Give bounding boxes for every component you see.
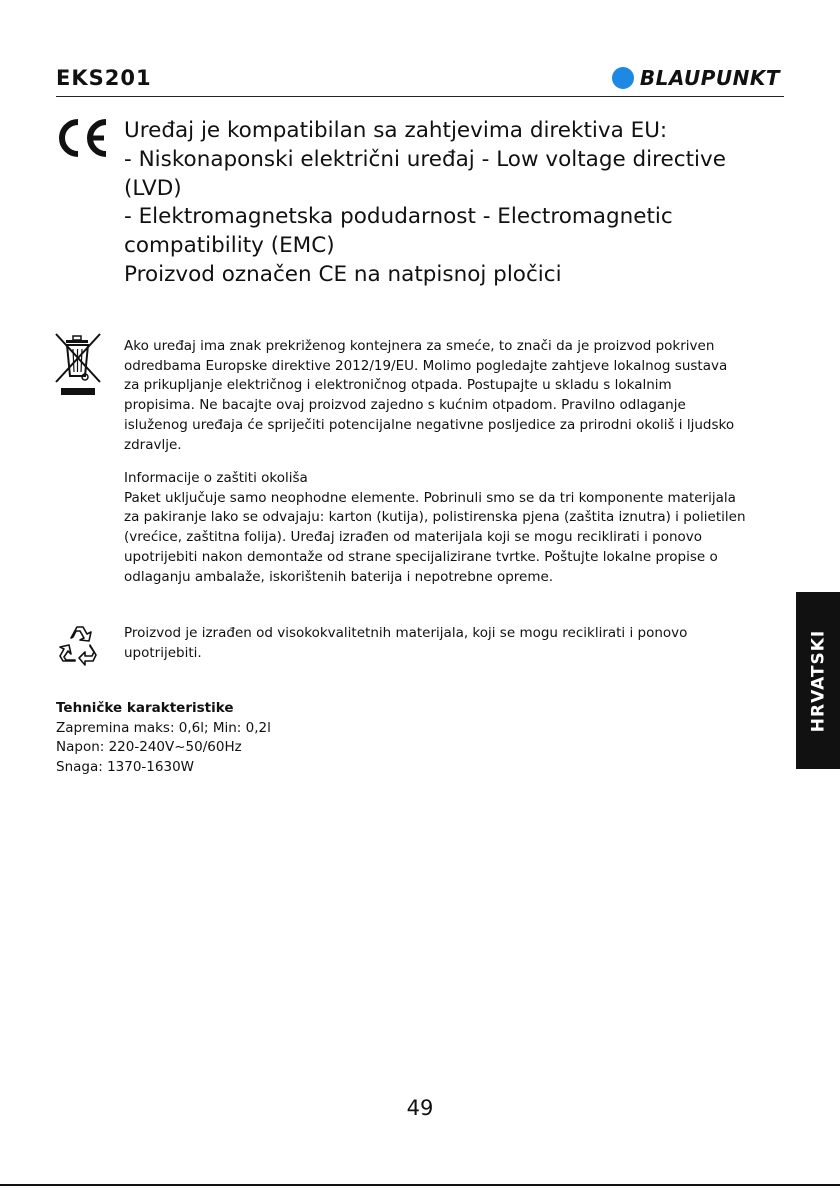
recycle-line: upotrijebiti. [124,644,202,661]
tech-line: Snaga: 1370-1630W [56,758,195,775]
environment-line: (vrećice, zaštitna folija). Uređaj izrađen od materijala koji se mogu reciklirati i ponovo [124,529,703,546]
weee-line: za prikupljanje električnog i elektroničnog otpada. Postupajte u skladu s lokalnim [124,377,672,394]
ce-line: (LVD) [124,175,182,201]
recycle-icon [54,619,102,667]
tech-line: Napon: 220-240V~50/60Hz [56,739,242,755]
ce-line: compatibility (EMC) [124,233,335,259]
model-title: EKS201 [56,66,152,90]
tech-title: Tehničke karakteristike [56,700,234,716]
environment-line: za pakiranje lako se odvajaju: karton (kutija), polistirenska pjena (zaštita iznutra) i polietilen [124,509,746,526]
brand-dot-icon [612,67,634,89]
ce-line: Proizvod označen CE na natpisnoj pločici [124,261,562,287]
recycle-paragraph [124,624,784,663]
weee-line: isluženog uređaja će spriječiti potencijalne negativne posljedice za prirodni okoliš i ljudsko [124,416,735,433]
ce-line: Uređaj je kompatibilan sa zahtjevima direktiva EU: [124,118,668,143]
environment-line: upotrijebiti nakon demontaže od strane specijalizirane tvrtke. Poštujte lokalne propise o [124,548,718,565]
language-tab-label: HRVATSKI [808,629,828,732]
bottom-rule [0,1184,840,1186]
ce-mark-icon [54,118,110,158]
ce-line: - Niskonaponski električni uređaj - Low voltage directive [124,146,726,172]
recycle-line: Proizvod je izrađen od visokokvalitetnih materijala, koji se mogu reciklirati i ponovo [124,625,688,641]
language-tab [796,592,840,769]
weee-line: zdravlje. [124,436,182,453]
page-number: 49 [406,1096,434,1120]
brand-logo [612,66,780,90]
environment-paragraph [124,469,784,587]
ce-compliance-block [124,117,804,290]
brand-name: BLAUPUNKT [639,66,780,90]
weee-line: Ako uređaj ima znak prekriženog kontejnera za smeće, to znači da je proizvod pokriven [124,338,715,354]
ce-line: - Elektromagnetska podudarnost - Electromagnetic [124,204,673,230]
weee-line: odredbama Europske direktive 2012/19/EU. Molimo pogledajte zahtjeve lokalnog sustava [124,357,728,374]
header-rule [56,96,784,97]
environment-line: odlaganju ambalaže, iskorištenih baterija i nepotrebne opreme. [124,568,554,585]
tech-line: Zapremina maks: 0,6l; Min: 0,2l [56,719,271,736]
environment-line: Paket uključuje samo neophodne elemente. Pobrinuli smo se da tri komponente materijala [124,489,736,506]
environment-line: Informacije o zaštiti okoliša [124,470,308,486]
technical-specs [56,699,271,777]
weee-line: propisima. Ne bacajte ovaj proizvod zajedno s kućnim otpadom. Pravilno odlaganje [124,397,686,414]
crossed-bin-icon [52,330,104,398]
weee-paragraph [124,337,784,455]
